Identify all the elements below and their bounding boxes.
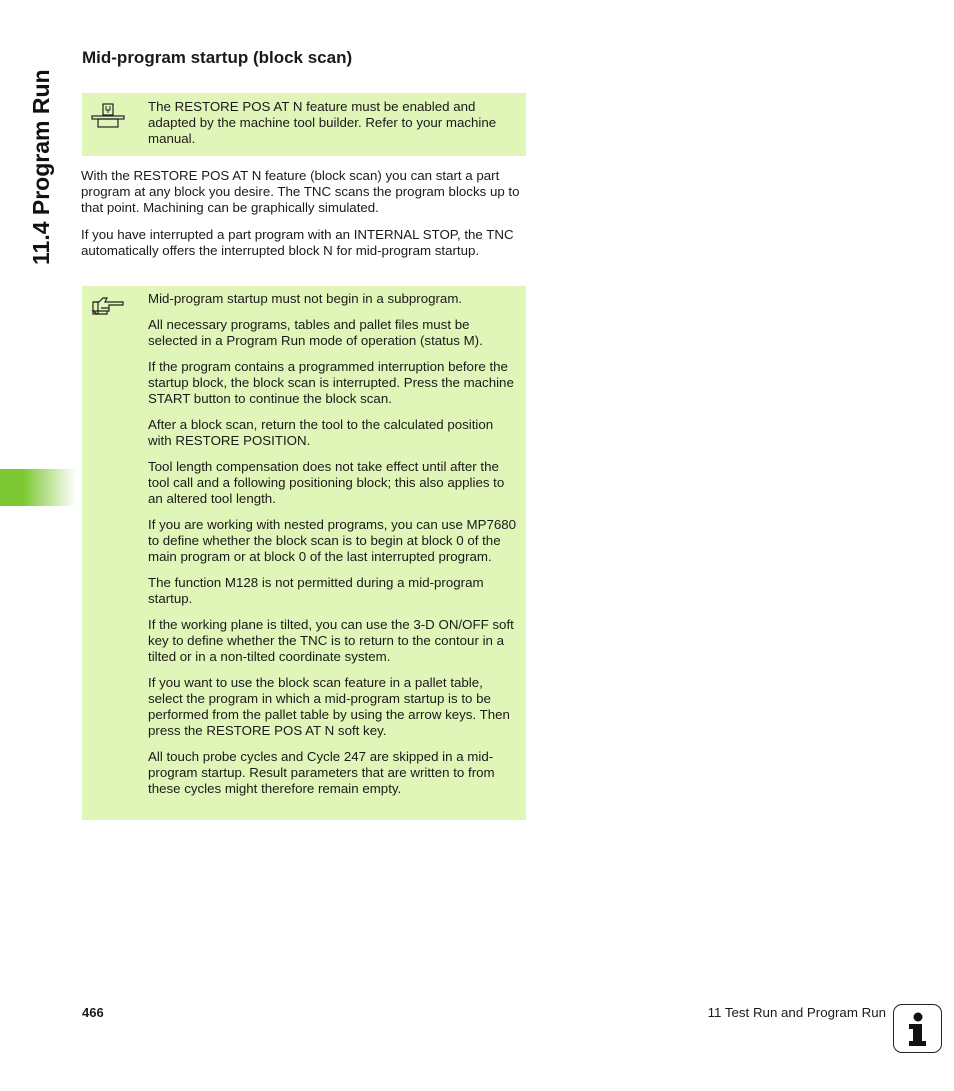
section-heading: Mid-program startup (block scan) (82, 48, 353, 67)
page-number: 466 (82, 1005, 104, 1020)
machine-note-box (82, 93, 526, 156)
machine-tool-icon (91, 103, 127, 133)
chapter-tab-marker (0, 469, 76, 506)
note-item: If the working plane is tilted, you can use the 3-D ON/OFF soft key to define whether the TNC is to return to the contour in a tilted or in a non-tilted coordinate system. (148, 617, 514, 664)
note-item: All necessary programs, tables and pallet files must be selected in a Program Run mode of operation (status M). (148, 317, 483, 348)
chapter-footer: 11 Test Run and Program Run (707, 1005, 886, 1020)
notes-box (82, 286, 526, 820)
paragraph: With the RESTORE POS AT N feature (block scan) you can start a part program at any block you desire. The TNC scans the program blocks up to that point. Machining can be graphically simulated. (81, 168, 520, 215)
paragraph: If you have interrupted a part program with an INTERNAL STOP, the TNC automatically offers the interrupted block N for mid-program startup. (81, 227, 514, 258)
note-item: After a block scan, return the tool to the calculated position with RESTORE POSITION. (148, 417, 494, 448)
chapter-side-title: 11.4 Program Run (28, 69, 54, 265)
note-item: The function M128 is not permitted during a mid-program startup. (148, 575, 484, 606)
note-item: If you are working with nested programs, you can use MP7680 to define whether the block scan is to begin at block 0 of the main program or at block 0 of the last interrupted program. (148, 517, 517, 564)
info-icon (893, 1004, 942, 1053)
machine-note-text: The RESTORE POS AT N feature must be enabled and adapted by the machine tool builder. Refer to your machine manual. (148, 99, 497, 146)
pointing-hand-icon (91, 296, 127, 320)
note-item: Tool length compensation does not take effect until after the tool call and a following positioning block; this also applies to an altered tool length. (148, 459, 505, 506)
note-item: All touch probe cycles and Cycle 247 are skipped in a mid-program startup. Result parameters that are written to from these cycles might therefore remain empty. (148, 749, 495, 796)
note-item: Mid-program startup must not begin in a subprogram. (148, 291, 463, 306)
note-item: If the program contains a programmed interruption before the startup block, the block scan is interrupted. Press the machine START button to continue the block scan. (148, 359, 514, 406)
note-item: If you want to use the block scan feature in a pallet table, select the program in which a mid-program startup is to be performed from the pallet table by using the arrow keys. Then press the RESTORE POS AT N soft key. (148, 675, 510, 738)
